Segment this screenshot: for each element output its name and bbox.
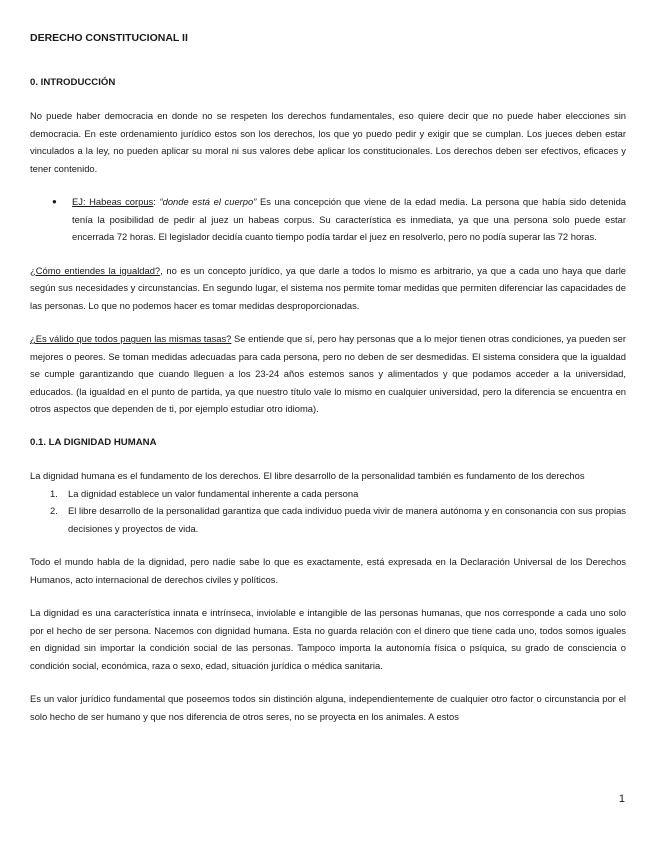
igualdad-question: ¿Cómo entiendes la igualdad?	[30, 264, 161, 276]
numbered-item-number: 2.	[50, 505, 58, 516]
tasas-paragraph	[30, 330, 626, 418]
numbered-item-number: 1.	[50, 487, 58, 499]
document-title: DERECHO CONSTITUCIONAL II	[30, 32, 188, 44]
declaracion-paragraph: Todo el mundo habla de la dignidad, pero nadie sabe lo que es exactamente, está expresada en la Declaración Universal de los Derechos Humanos, acto internacional de derechos civiles y políticos.	[30, 556, 626, 585]
tasas-text: Se entiende que sí, pero hay personas que a lo mejor tienen otras condiciones, ya pueden ser mejores o peores. Se toman medidas adecuadas para cada persona, pero no deben de ser desmedidas. El sistema considera que la igualdad se cumple garantizando que cuando lleguen a los 23-24 años estemos sanos y alimentados y que podamos acceder a la universidad, educados. (la igualdad en el punto de partida, ya que nuestro título vale lo mismo en cualquier universidad, pero la diferencia se encuentra en otros aspectos que dependen de ti, por ejemplo estudiar otro idioma).	[30, 333, 626, 414]
intro-paragraph: No puede haber democracia en donde no se respeten los derechos fundamentales, eso quiere decir que no puede haber elecciones sin democracia. En este ordenamiento jurídico estos son los derechos, los que yo puedo pedir y exigir que se cumplan. Los jueces deben estar vinculados a la ley, no pueden aplicar su moral ni sus valores debe aplicar los constitucionales. Los derechos deben ser efectivos, eficaces y tener contenido.	[30, 110, 626, 174]
page-number: 1	[618, 793, 625, 805]
numbered-item-text: El libre desarrollo de la personalidad garantiza que cada individuo pueda vivir de manera autónoma y en consonancia con sus propias decisiones y proyectos de vida.	[68, 505, 626, 534]
bullet-list	[30, 193, 626, 246]
page-content	[30, 30, 626, 725]
bullet-item-habeas-corpus	[30, 193, 626, 246]
section-heading-introduccion: 0. INTRODUCCIÓN	[30, 76, 116, 88]
numbered-item-1	[30, 485, 626, 503]
dignidad-intro-paragraph: La dignidad humana es el fundamento de los derechos. El libre desarrollo de la personalidad también es fundamento de los derechos	[30, 470, 585, 481]
numbered-item-text: La dignidad establece un valor fundamental inherente a cada persona	[68, 487, 359, 499]
section-heading-dignidad: 0.1. LA DIGNIDAD HUMANA	[30, 436, 157, 448]
tasas-question: ¿Es válido que todos paguen las mismas tasas?	[30, 333, 232, 344]
numbered-list	[30, 485, 626, 538]
igualdad-paragraph	[30, 262, 626, 315]
valor-juridico-paragraph: Es un valor jurídico fundamental que poseemos todos sin distinción alguna, independientemente de cualquier otro factor o circunstancia por el solo hecho de ser humano y que nos diferencia de otros seres, no se proyecta en los animales. A estos	[30, 693, 626, 722]
dignidad-caracteristica-paragraph: La dignidad es una característica innata e intrínseca, inviolable e intangible de las personas humanas, que nos corresponde a cada uno solo por el hecho de ser persona. Nacemos con dignidad humana. Esta no guarda relación con el dinero que tiene cada uno, todos somos iguales en dignidad sin importar la condición social de las personas. Tampoco importa la autonomía física o psíquica, su grado de consciencia o condición social, económica, raza o sexo, edad, situación jurídica o médica sanitaria.	[30, 607, 626, 671]
habeas-corpus-quote: “donde está el cuerpo”	[159, 196, 257, 207]
igualdad-text: , no es un concepto jurídico, ya que darle a todos lo mismo es arbitrario, ya que a cada uno haya que darle según sus necesidades y circunstancias. En segundo lugar, el sistema nos permite tomar medidas que permiten diferenciar las capacidades de las personas. Lo que no podemos hacer es tomar medidas desproporcionadas.	[30, 264, 626, 311]
numbered-item-2	[30, 502, 626, 537]
habeas-corpus-colon: :	[153, 196, 160, 207]
habeas-corpus-text: Es una concepción que viene de la edad media. La persona que había sido detenida tenía la posibilidad de pedir al juez un habeas corpus. Su característica es inmediata, ya que una persona solo puede estar encerrada 72 horas. El legislador decidía cuanto tiempo podía tardar el juez en resolverlo, pero no podía superar las 72 horas.	[72, 196, 626, 242]
habeas-corpus-label: EJ: Habeas corpus	[72, 196, 154, 207]
